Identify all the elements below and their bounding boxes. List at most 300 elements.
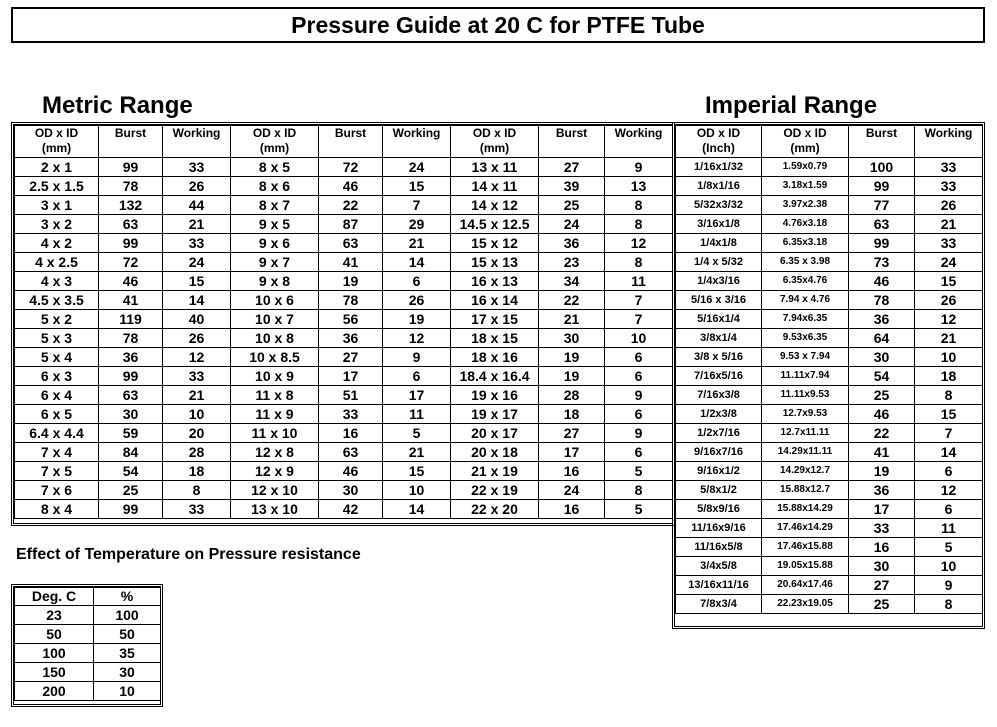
table-cell: 84 xyxy=(99,443,163,462)
table-cell: 21 x 19 xyxy=(451,462,539,481)
metric-row xyxy=(15,177,673,196)
temperature-col-pct: % xyxy=(94,588,161,606)
table-cell: 5 xyxy=(383,424,451,443)
table-cell: 18 xyxy=(163,462,231,481)
table-cell: 17.46x14.29 xyxy=(762,519,849,538)
table-cell: 12.7x9.53 xyxy=(762,405,849,424)
table-cell: 9/16x1/2 xyxy=(676,462,762,481)
table-cell: 6.35 x 3.98 xyxy=(762,253,849,272)
table-cell: 2 x 1 xyxy=(15,158,99,177)
table-cell: 46 xyxy=(319,177,383,196)
imperial-row xyxy=(676,310,983,329)
table-cell: 54 xyxy=(849,367,915,386)
table-cell: 11 xyxy=(605,272,673,291)
table-cell: 8 x 6 xyxy=(231,177,319,196)
imperial-col-od-inch: OD x ID (Inch) xyxy=(676,126,762,158)
table-cell: 24 xyxy=(915,253,983,272)
table-cell: 1/4 x 5/32 xyxy=(676,253,762,272)
temperature-table xyxy=(14,587,161,701)
table-cell: 33 xyxy=(163,500,231,519)
table-cell: 26 xyxy=(383,291,451,310)
table-cell: 25 xyxy=(849,595,915,614)
table-cell: 17 xyxy=(383,386,451,405)
table-cell: 33 xyxy=(163,234,231,253)
table-cell: 14 xyxy=(383,253,451,272)
table-cell: 24 xyxy=(539,481,605,500)
table-cell: 26 xyxy=(163,329,231,348)
table-cell: 5 x 3 xyxy=(15,329,99,348)
table-cell: 27 xyxy=(319,348,383,367)
table-cell: 22 xyxy=(849,424,915,443)
table-cell: 24 xyxy=(163,253,231,272)
table-cell: 7 x 6 xyxy=(15,481,99,500)
table-cell: 6 xyxy=(383,367,451,386)
table-cell: 10 xyxy=(163,405,231,424)
table-cell: 8 xyxy=(605,215,673,234)
temperature-note: Effect of Temperature on Pressure resistance xyxy=(16,546,361,563)
imperial-heading: Imperial Range xyxy=(705,92,878,119)
table-cell: 7.94 x 4.76 xyxy=(762,291,849,310)
table-cell: 9/16x7/16 xyxy=(676,443,762,462)
table-cell: 27 xyxy=(539,424,605,443)
table-cell: 33 xyxy=(163,158,231,177)
table-cell: 20 xyxy=(163,424,231,443)
table-cell: 14.29x11.11 xyxy=(762,443,849,462)
table-cell: 19 xyxy=(539,348,605,367)
table-cell: 4 x 2 xyxy=(15,234,99,253)
metric-heading: Metric Range xyxy=(42,92,193,119)
table-cell: 15 xyxy=(163,272,231,291)
table-cell: 99 xyxy=(849,177,915,196)
table-cell: 11/16x9/16 xyxy=(676,519,762,538)
table-cell: 15 x 13 xyxy=(451,253,539,272)
table-cell: 19 xyxy=(319,272,383,291)
table-cell: 19 xyxy=(539,367,605,386)
table-cell: 6 xyxy=(915,500,983,519)
table-cell: 35 xyxy=(94,644,161,663)
table-cell: 4 x 2.5 xyxy=(15,253,99,272)
table-cell: 6 xyxy=(605,367,673,386)
table-cell: 41 xyxy=(99,291,163,310)
table-cell: 9 x 6 xyxy=(231,234,319,253)
metric-row xyxy=(15,291,673,310)
table-cell: 100 xyxy=(849,158,915,177)
table-cell: 6 xyxy=(605,405,673,424)
table-cell: 12 xyxy=(915,310,983,329)
table-cell: 36 xyxy=(849,481,915,500)
table-cell: 8 x 5 xyxy=(231,158,319,177)
imperial-row xyxy=(676,196,983,215)
table-cell: 72 xyxy=(99,253,163,272)
metric-row xyxy=(15,272,673,291)
table-cell: 9 x 8 xyxy=(231,272,319,291)
metric-row xyxy=(15,424,673,443)
table-cell: 11 x 8 xyxy=(231,386,319,405)
table-cell: 12 x 10 xyxy=(231,481,319,500)
temperature-row xyxy=(15,644,161,663)
table-cell: 87 xyxy=(319,215,383,234)
metric-row xyxy=(15,310,673,329)
table-cell: 1/4x1/8 xyxy=(676,234,762,253)
table-cell: 200 xyxy=(15,682,94,701)
table-cell: 36 xyxy=(99,348,163,367)
table-cell: 14.5 x 12.5 xyxy=(451,215,539,234)
table-cell: 8 xyxy=(605,253,673,272)
table-cell: 25 xyxy=(99,481,163,500)
table-cell: 12 xyxy=(163,348,231,367)
table-cell: 7 xyxy=(383,196,451,215)
table-cell: 21 xyxy=(915,329,983,348)
imperial-row xyxy=(676,329,983,348)
table-cell: 7/16x3/8 xyxy=(676,386,762,405)
table-cell: 99 xyxy=(99,500,163,519)
table-cell: 3.97x2.38 xyxy=(762,196,849,215)
table-cell: 19 xyxy=(383,310,451,329)
table-cell: 51 xyxy=(319,386,383,405)
imperial-row xyxy=(676,367,983,386)
table-cell: 24 xyxy=(539,215,605,234)
table-cell: 119 xyxy=(99,310,163,329)
table-cell: 11/16x5/8 xyxy=(676,538,762,557)
table-cell: 10 x 7 xyxy=(231,310,319,329)
table-cell: 14 xyxy=(163,291,231,310)
table-cell: 22.23x19.05 xyxy=(762,595,849,614)
table-cell: 3 x 1 xyxy=(15,196,99,215)
table-cell: 12 x 9 xyxy=(231,462,319,481)
table-cell: 7.94x6.35 xyxy=(762,310,849,329)
imperial-row xyxy=(676,386,983,405)
table-cell: 26 xyxy=(915,196,983,215)
table-cell: 21 xyxy=(383,443,451,462)
metric-col-od-1: OD x ID (mm) xyxy=(15,126,99,158)
table-cell: 9.53 x 7.94 xyxy=(762,348,849,367)
table-cell: 7/8x3/4 xyxy=(676,595,762,614)
table-cell: 1/2x3/8 xyxy=(676,405,762,424)
table-cell: 33 xyxy=(163,367,231,386)
temperature-row xyxy=(15,682,161,701)
table-cell: 33 xyxy=(915,177,983,196)
table-cell: 46 xyxy=(849,405,915,424)
table-cell: 23 xyxy=(539,253,605,272)
imperial-row xyxy=(676,443,983,462)
metric-row xyxy=(15,500,673,519)
metric-table xyxy=(14,125,673,519)
imperial-row xyxy=(676,576,983,595)
table-cell: 99 xyxy=(849,234,915,253)
table-cell: 4.5 x 3.5 xyxy=(15,291,99,310)
table-cell: 16 xyxy=(539,462,605,481)
imperial-col-burst: Burst xyxy=(849,126,915,158)
table-cell: 14.29x12.7 xyxy=(762,462,849,481)
table-cell: 11 xyxy=(915,519,983,538)
table-cell: 78 xyxy=(849,291,915,310)
table-cell: 15 xyxy=(383,177,451,196)
imperial-row xyxy=(676,158,983,177)
table-cell: 17 xyxy=(319,367,383,386)
table-cell: 10 x 8 xyxy=(231,329,319,348)
table-cell: 13/16x11/16 xyxy=(676,576,762,595)
imperial-row xyxy=(676,215,983,234)
metric-col-od-3: OD x ID (mm) xyxy=(451,126,539,158)
metric-col-working-1: Working xyxy=(163,126,231,158)
imperial-row xyxy=(676,405,983,424)
table-cell: 5 x 2 xyxy=(15,310,99,329)
table-cell: 10 xyxy=(915,348,983,367)
table-cell: 63 xyxy=(319,234,383,253)
table-cell: 22 x 20 xyxy=(451,500,539,519)
table-cell: 5/32x3/32 xyxy=(676,196,762,215)
metric-row xyxy=(15,462,673,481)
temperature-row xyxy=(15,625,161,644)
imperial-row xyxy=(676,557,983,576)
table-cell: 8 xyxy=(163,481,231,500)
table-cell: 15 xyxy=(915,405,983,424)
imperial-row xyxy=(676,481,983,500)
table-cell: 1/4x3/16 xyxy=(676,272,762,291)
table-cell: 63 xyxy=(99,386,163,405)
table-cell: 77 xyxy=(849,196,915,215)
table-cell: 54 xyxy=(99,462,163,481)
table-cell: 8 x 7 xyxy=(231,196,319,215)
imperial-row xyxy=(676,519,983,538)
imperial-row xyxy=(676,424,983,443)
table-cell: 11.11x9.53 xyxy=(762,386,849,405)
table-cell: 21 xyxy=(163,386,231,405)
table-cell: 10 xyxy=(94,682,161,701)
table-cell: 3/8 x 5/16 xyxy=(676,348,762,367)
table-cell: 30 xyxy=(319,481,383,500)
metric-row xyxy=(15,329,673,348)
table-cell: 30 xyxy=(849,557,915,576)
table-cell: 9 xyxy=(605,386,673,405)
metric-col-burst-3: Burst xyxy=(539,126,605,158)
table-cell: 18 x 15 xyxy=(451,329,539,348)
table-cell: 21 xyxy=(163,215,231,234)
table-cell: 21 xyxy=(383,234,451,253)
metric-row xyxy=(15,386,673,405)
table-cell: 11 x 9 xyxy=(231,405,319,424)
table-cell: 19 xyxy=(849,462,915,481)
table-cell: 18 xyxy=(915,367,983,386)
table-cell: 12 xyxy=(605,234,673,253)
metric-row xyxy=(15,253,673,272)
imperial-row xyxy=(676,272,983,291)
table-cell: 50 xyxy=(94,625,161,644)
table-cell: 63 xyxy=(319,443,383,462)
table-cell: 7 xyxy=(915,424,983,443)
metric-col-burst-2: Burst xyxy=(319,126,383,158)
table-cell: 5/16 x 3/16 xyxy=(676,291,762,310)
table-cell: 21 xyxy=(915,215,983,234)
table-cell: 6 x 5 xyxy=(15,405,99,424)
table-cell: 20 x 18 xyxy=(451,443,539,462)
table-cell: 7 xyxy=(605,310,673,329)
table-cell: 11 x 10 xyxy=(231,424,319,443)
table-cell: 22 xyxy=(539,291,605,310)
table-cell: 10 xyxy=(915,557,983,576)
table-cell: 11.11x7.94 xyxy=(762,367,849,386)
table-cell: 6 xyxy=(383,272,451,291)
table-cell: 13 x 11 xyxy=(451,158,539,177)
metric-col-working-3: Working xyxy=(605,126,673,158)
table-cell: 15.88x14.29 xyxy=(762,500,849,519)
table-cell: 56 xyxy=(319,310,383,329)
table-cell: 99 xyxy=(99,234,163,253)
table-cell: 50 xyxy=(15,625,94,644)
table-cell: 3.18x1.59 xyxy=(762,177,849,196)
metric-row xyxy=(15,158,673,177)
table-cell: 34 xyxy=(539,272,605,291)
table-cell: 46 xyxy=(99,272,163,291)
table-cell: 24 xyxy=(383,158,451,177)
table-cell: 100 xyxy=(15,644,94,663)
table-cell: 6 x 4 xyxy=(15,386,99,405)
table-cell: 10 x 8.5 xyxy=(231,348,319,367)
imperial-table xyxy=(675,125,983,614)
table-cell: 1/8x1/16 xyxy=(676,177,762,196)
table-cell: 10 xyxy=(383,481,451,500)
table-cell: 36 xyxy=(319,329,383,348)
table-cell: 16 xyxy=(849,538,915,557)
table-cell: 10 xyxy=(605,329,673,348)
metric-header-row xyxy=(15,126,673,158)
table-cell: 6.35x3.18 xyxy=(762,234,849,253)
table-cell: 36 xyxy=(539,234,605,253)
table-cell: 10 x 6 xyxy=(231,291,319,310)
imperial-header-row xyxy=(676,126,983,158)
table-cell: 4 x 3 xyxy=(15,272,99,291)
table-cell: 33 xyxy=(849,519,915,538)
table-cell: 4.76x3.18 xyxy=(762,215,849,234)
table-cell: 15.88x12.7 xyxy=(762,481,849,500)
table-cell: 29 xyxy=(383,215,451,234)
table-cell: 18.4 x 16.4 xyxy=(451,367,539,386)
table-cell: 5 x 4 xyxy=(15,348,99,367)
imperial-row xyxy=(676,234,983,253)
table-cell: 1/2x7/16 xyxy=(676,424,762,443)
table-cell: 7 x 4 xyxy=(15,443,99,462)
table-cell: 1/16x1/32 xyxy=(676,158,762,177)
table-cell: 12.7x11.11 xyxy=(762,424,849,443)
table-cell: 33 xyxy=(915,234,983,253)
metric-row xyxy=(15,443,673,462)
metric-table-frame xyxy=(11,122,675,526)
table-cell: 3/16x1/8 xyxy=(676,215,762,234)
table-cell: 46 xyxy=(319,462,383,481)
table-cell: 5 xyxy=(915,538,983,557)
table-cell: 8 x 4 xyxy=(15,500,99,519)
table-cell: 9 x 5 xyxy=(231,215,319,234)
table-cell: 20 x 17 xyxy=(451,424,539,443)
metric-row xyxy=(15,405,673,424)
table-cell: 33 xyxy=(319,405,383,424)
table-cell: 5 xyxy=(605,462,673,481)
table-cell: 99 xyxy=(99,367,163,386)
table-cell: 9 xyxy=(605,424,673,443)
table-cell: 27 xyxy=(539,158,605,177)
temperature-header-row xyxy=(15,588,161,606)
table-cell: 16 x 14 xyxy=(451,291,539,310)
temperature-row xyxy=(15,663,161,682)
table-cell: 26 xyxy=(163,177,231,196)
table-cell: 9 xyxy=(383,348,451,367)
table-cell: 78 xyxy=(99,329,163,348)
table-cell: 21 xyxy=(539,310,605,329)
table-cell: 63 xyxy=(849,215,915,234)
metric-col-working-2: Working xyxy=(383,126,451,158)
table-cell: 15 x 12 xyxy=(451,234,539,253)
table-cell: 5/8x1/2 xyxy=(676,481,762,500)
table-cell: 14 xyxy=(915,443,983,462)
table-cell: 3/8x1/4 xyxy=(676,329,762,348)
table-cell: 78 xyxy=(99,177,163,196)
temperature-col-deg: Deg. C xyxy=(15,588,94,606)
table-cell: 15 xyxy=(383,462,451,481)
page-title: Pressure Guide at 20 C for PTFE Tube xyxy=(11,7,985,43)
table-cell: 36 xyxy=(849,310,915,329)
imperial-row xyxy=(676,253,983,272)
imperial-row xyxy=(676,595,983,614)
table-cell: 7 x 5 xyxy=(15,462,99,481)
table-cell: 150 xyxy=(15,663,94,682)
table-cell: 42 xyxy=(319,500,383,519)
table-cell: 73 xyxy=(849,253,915,272)
table-cell: 28 xyxy=(539,386,605,405)
imperial-row xyxy=(676,500,983,519)
table-cell: 22 xyxy=(319,196,383,215)
table-cell: 7 xyxy=(605,291,673,310)
table-cell: 25 xyxy=(539,196,605,215)
table-cell: 27 xyxy=(849,576,915,595)
table-cell: 6 xyxy=(605,348,673,367)
table-cell: 11 xyxy=(383,405,451,424)
imperial-row xyxy=(676,462,983,481)
metric-col-burst-1: Burst xyxy=(99,126,163,158)
table-cell: 9 x 7 xyxy=(231,253,319,272)
table-cell: 59 xyxy=(99,424,163,443)
table-cell: 30 xyxy=(539,329,605,348)
temperature-table-frame xyxy=(11,584,163,707)
table-cell: 6.4 x 4.4 xyxy=(15,424,99,443)
table-cell: 5/8x9/16 xyxy=(676,500,762,519)
table-cell: 5/16x1/4 xyxy=(676,310,762,329)
table-cell: 6.35x4.76 xyxy=(762,272,849,291)
table-cell: 18 x 16 xyxy=(451,348,539,367)
metric-row xyxy=(15,367,673,386)
metric-row xyxy=(15,215,673,234)
table-cell: 30 xyxy=(94,663,161,682)
metric-row xyxy=(15,196,673,215)
table-cell: 14 x 12 xyxy=(451,196,539,215)
table-cell: 39 xyxy=(539,177,605,196)
table-cell: 9 xyxy=(915,576,983,595)
table-cell: 41 xyxy=(849,443,915,462)
metric-row xyxy=(15,348,673,367)
table-cell: 20.64x17.46 xyxy=(762,576,849,595)
metric-row xyxy=(15,234,673,253)
table-cell: 46 xyxy=(849,272,915,291)
imperial-row xyxy=(676,177,983,196)
metric-row xyxy=(15,481,673,500)
table-cell: 78 xyxy=(319,291,383,310)
table-cell: 14 x 11 xyxy=(451,177,539,196)
table-cell: 13 xyxy=(605,177,673,196)
imperial-row xyxy=(676,348,983,367)
table-cell: 19 x 16 xyxy=(451,386,539,405)
table-cell: 5 xyxy=(605,500,673,519)
table-cell: 64 xyxy=(849,329,915,348)
table-cell: 10 x 9 xyxy=(231,367,319,386)
